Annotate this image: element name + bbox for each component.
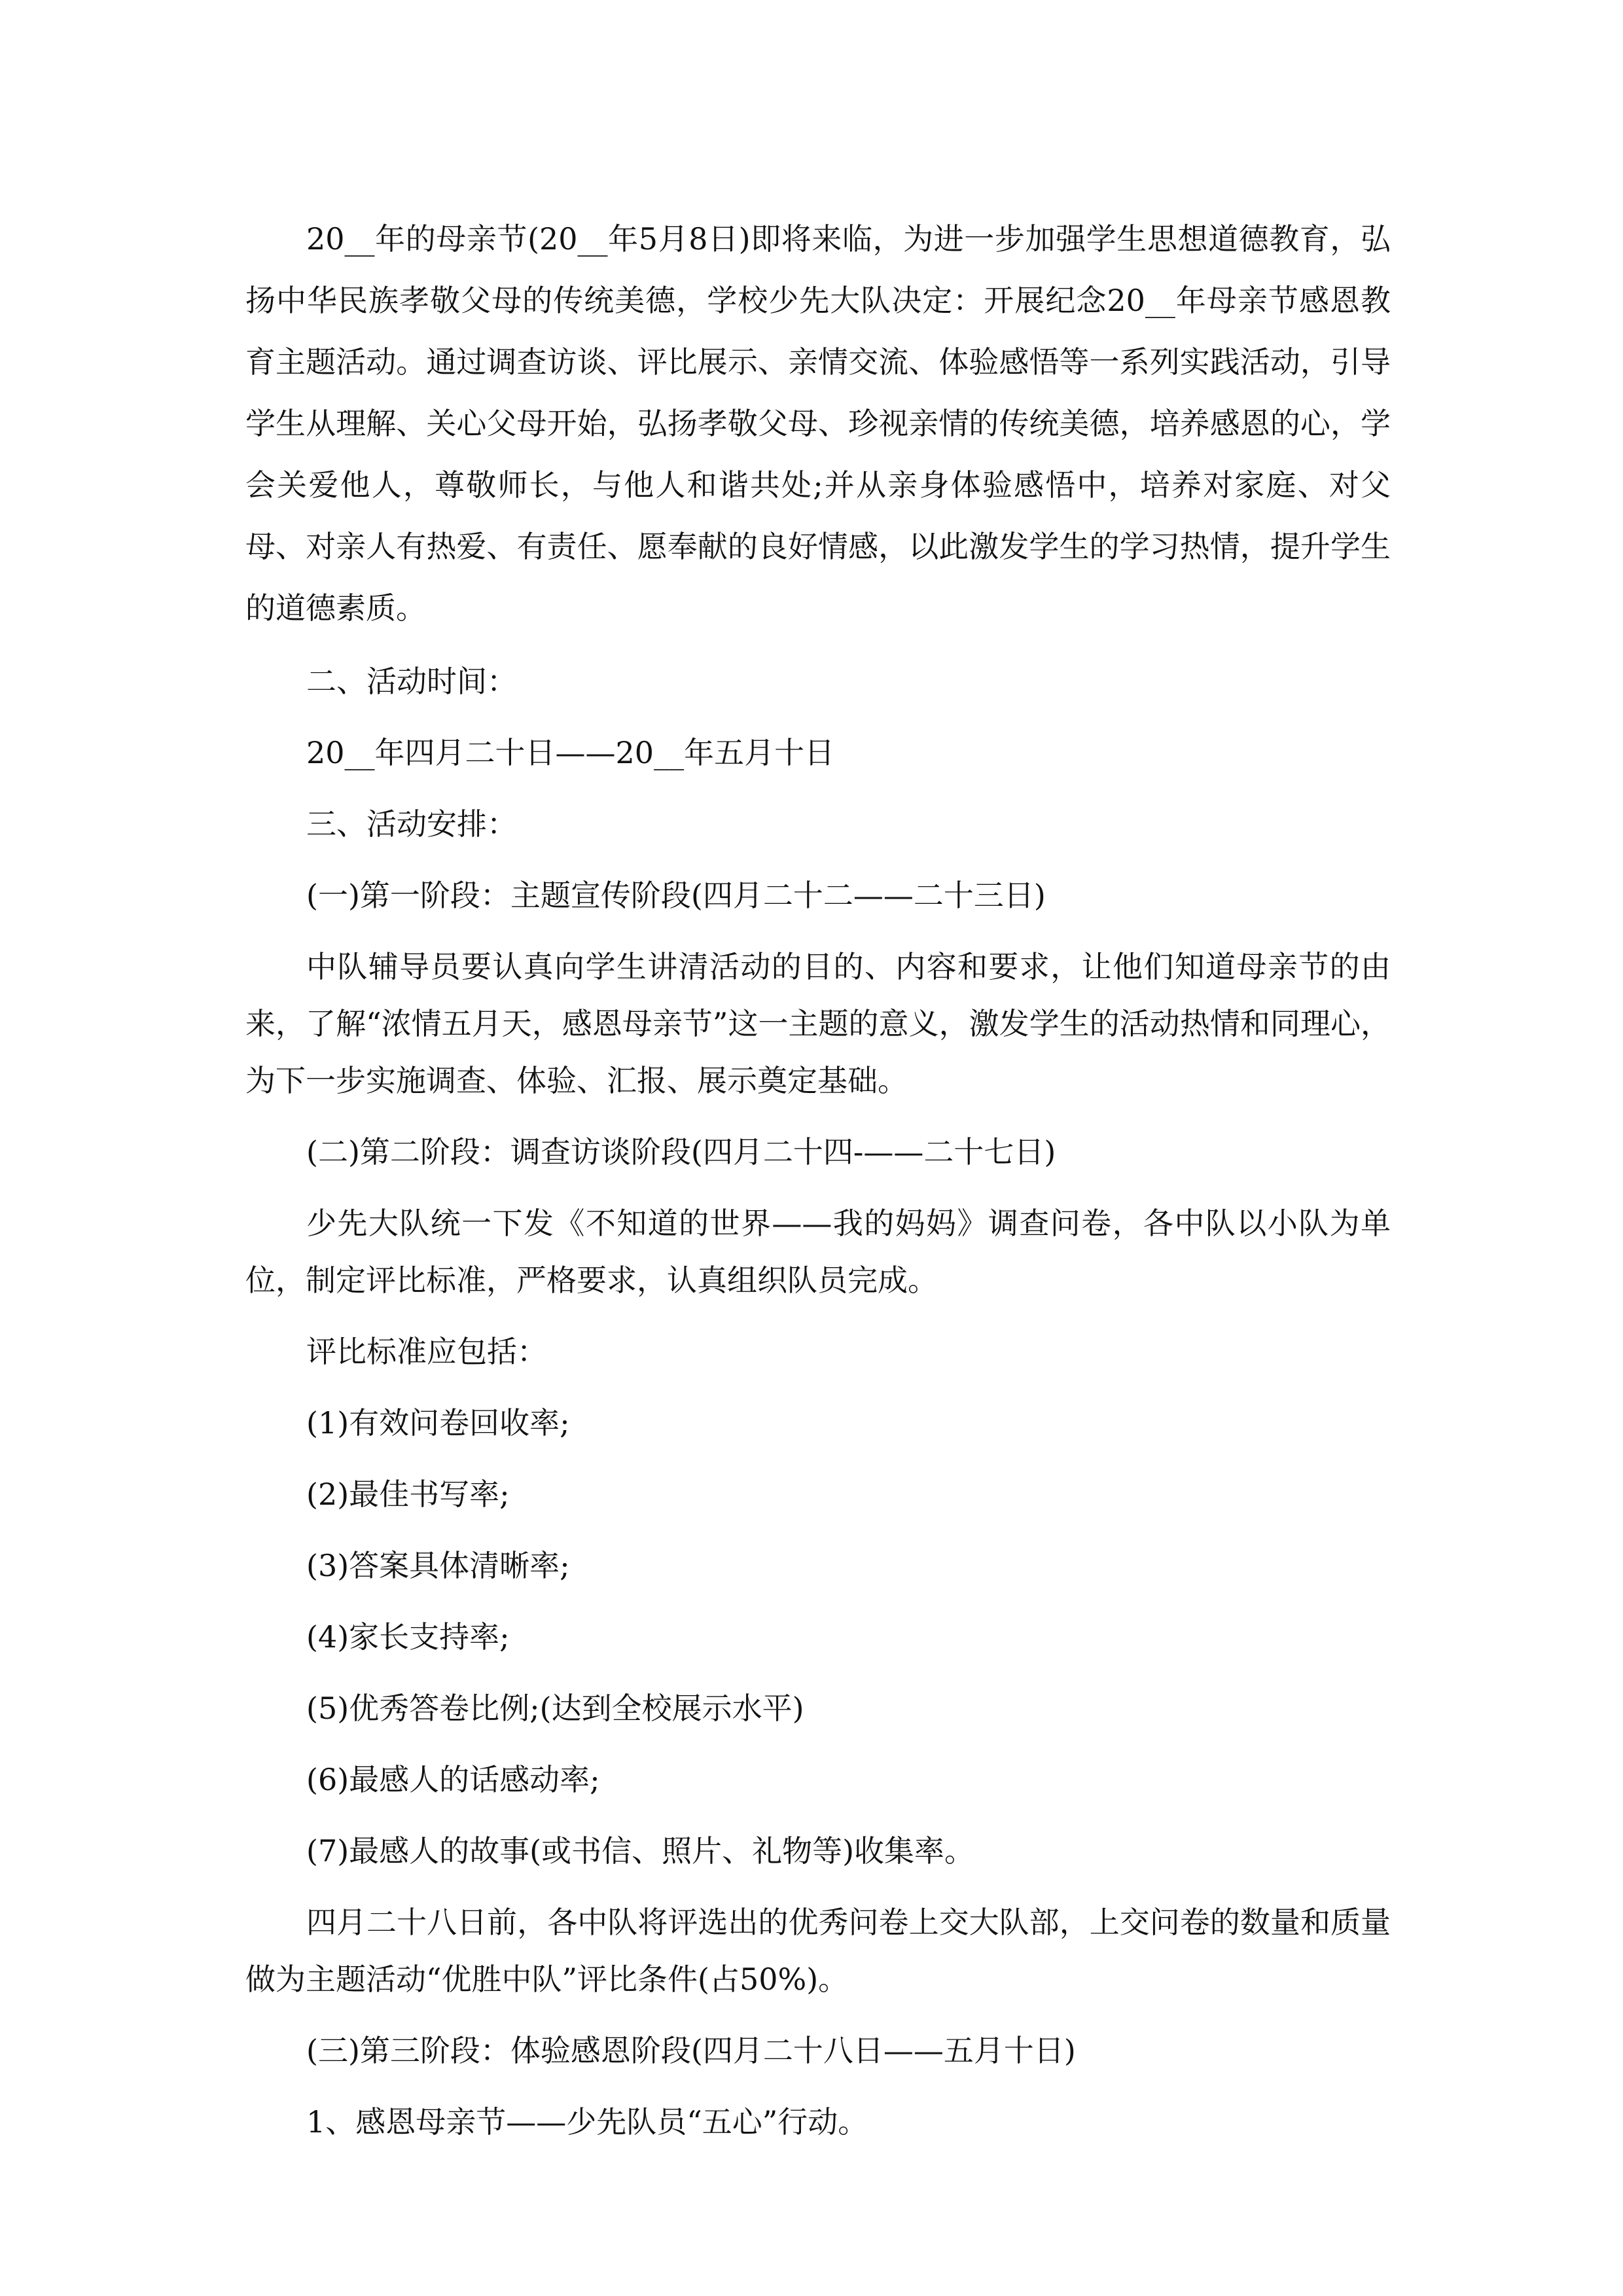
criteria-item: (6)最感人的话感动率; [306,1762,600,1797]
activity-date-range: 20__年四月二十日——20__年五月十日 [306,735,835,770]
stage-two-heading: (二)第二阶段：调查访谈阶段(四月二十四-——二十七日) [306,1134,1056,1170]
criteria-item: (7)最感人的故事(或书信、照片、礼物等)收集率。 [306,1833,975,1869]
intro-paragraph: 20__年的母亲节(20__年5月8日)即将来临，为进一步加强学生思想道德教育，弘扬中华民族孝敬父母的传统美德，学校少先大队决定：开展纪念20__年母亲节感恩教育主题活动。通过调查访谈、评比展示、亲情交流、体验感悟等一系列实践活动，引导学生从理解、关心父母开始，弘扬孝敬父母、珍视亲情的传统美德，培养感恩的心，学会关爱他人，尊敬师长，与他人和谐共处;并从亲身体验感悟中，培养对家庭、对父母、对亲人有热爱、有责任、愿奉献的良好情感，以此激发学生的学习热情，提升学生的道德素质。 [245,221,1391,626]
submission-paragraph: 四月二十八日前，各中队将评选出的优秀问卷上交大队部，上交问卷的数量和质量做为主题活动“优胜中队”评比条件(占50%)。 [245,1905,1391,1997]
stage-one-heading: (一)第一阶段：主题宣传阶段(四月二十二——二十三日) [306,878,1046,913]
section-heading-activity-time: 二、活动时间： [306,664,517,699]
criteria-item: (4)家长支持率; [306,1619,510,1655]
criteria-item: (1)有效问卷回收率; [306,1405,570,1441]
criteria-item: (3)答案具体清晰率; [306,1548,570,1583]
stage-three-heading: (三)第三阶段：体验感恩阶段(四月二十八日——五月十日) [306,2033,1076,2068]
action-item: 1、感恩母亲节——少先队员“五心”行动。 [306,2104,868,2140]
stage-two-paragraph: 少先大队统一下发《不知道的世界——我的妈妈》调查问卷，各中队以小队为单位，制定评比标准，严格要求，认真组织队员完成。 [245,1206,1391,1298]
criteria-item: (5)优秀答卷比例;(达到全校展示水平) [306,1691,804,1726]
document-body [245,208,1391,2151]
criteria-heading: 评比标准应包括： [306,1334,547,1369]
criteria-item: (2)最佳书写率; [306,1477,510,1512]
stage-one-paragraph: 中队辅导员要认真向学生讲清活动的目的、内容和要求，让他们知道母亲节的由来，了解“浓情五月天，感恩母亲节”这一主题的意义，激发学生的活动热情和同理心，为下一步实施调查、体验、汇报、展示奠定基础。 [245,949,1391,1098]
section-heading-activity-arrangement: 三、活动安排： [306,806,517,842]
